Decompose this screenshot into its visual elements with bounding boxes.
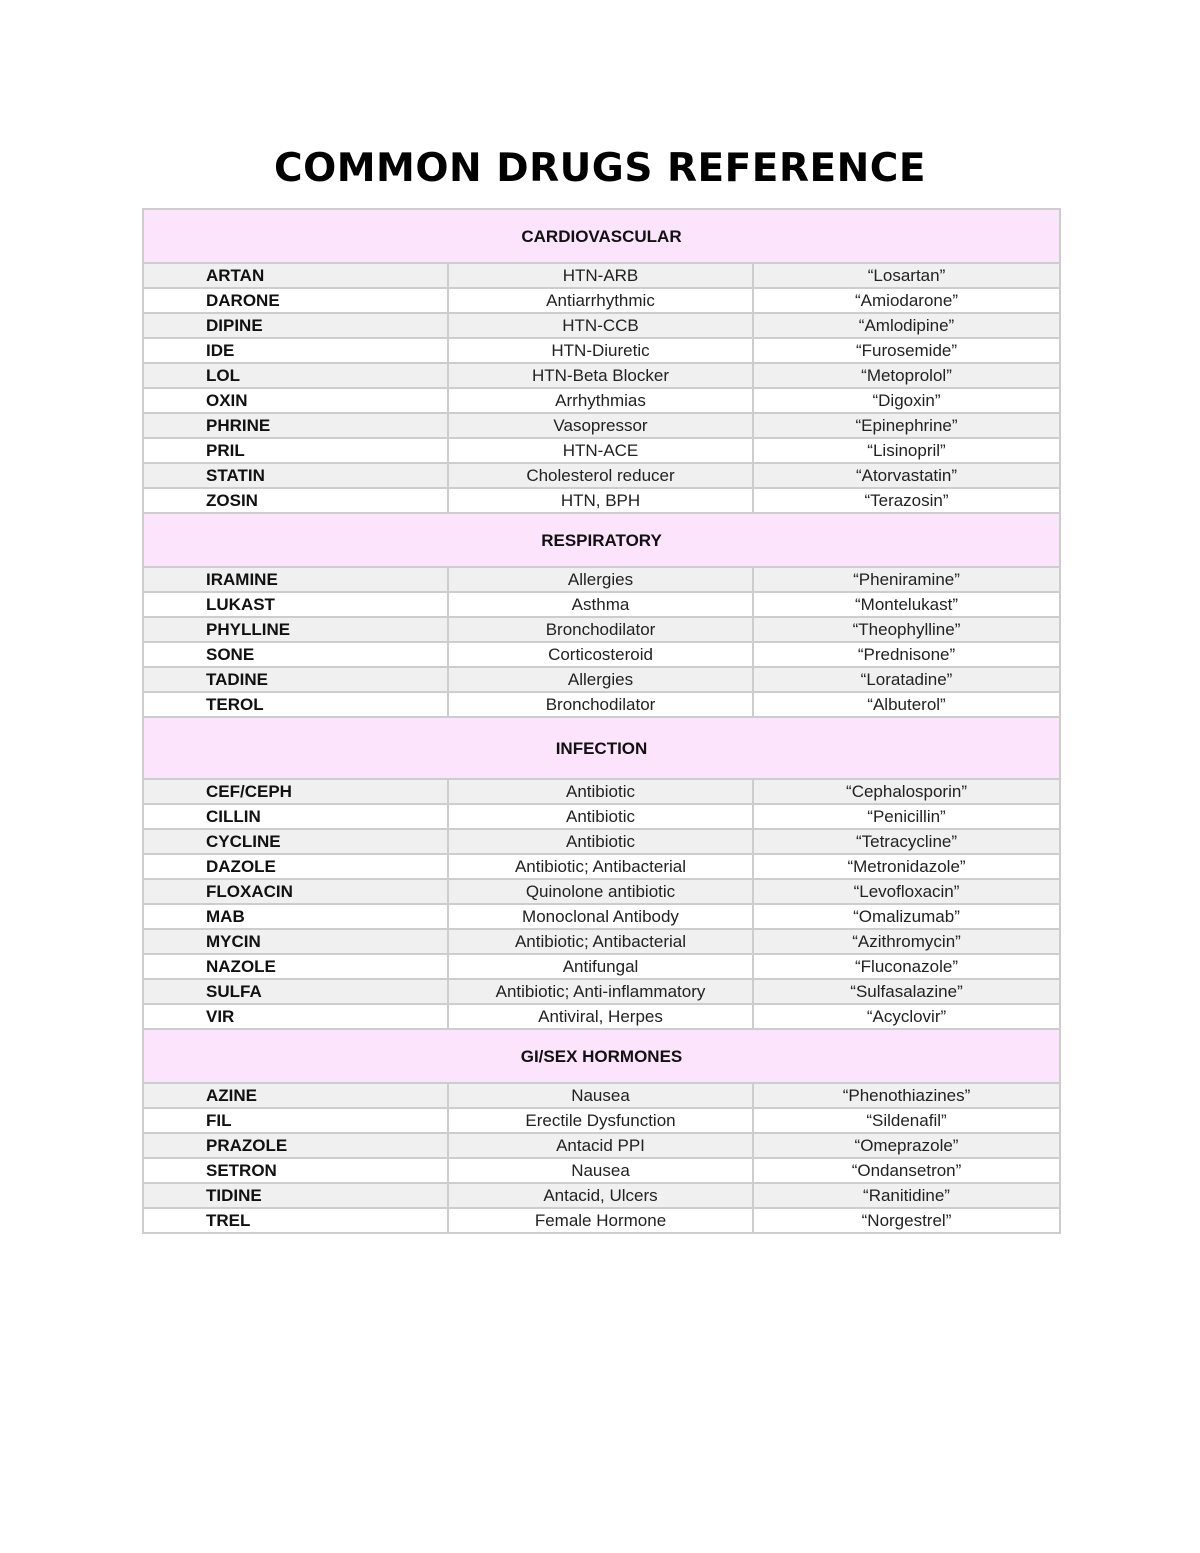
table-row [143, 413, 1060, 438]
use-cell: Antacid PPI [448, 1133, 753, 1158]
use-cell: Antibiotic; Antibacterial [448, 929, 753, 954]
drugs-table [142, 208, 1061, 1234]
suffix-cell: FIL [143, 1108, 448, 1133]
example-cell: “Loratadine” [753, 667, 1060, 692]
table-row [143, 692, 1060, 717]
example-cell: “Pheniramine” [753, 567, 1060, 592]
table-row [143, 1004, 1060, 1029]
use-cell: Antibiotic [448, 779, 753, 804]
table-row [143, 388, 1060, 413]
use-cell: Allergies [448, 667, 753, 692]
suffix-cell: PHYLLINE [143, 617, 448, 642]
use-cell: Cholesterol reducer [448, 463, 753, 488]
use-cell: HTN-ACE [448, 438, 753, 463]
example-cell: “Albuterol” [753, 692, 1060, 717]
use-cell: Arrhythmias [448, 388, 753, 413]
table-row [143, 488, 1060, 513]
use-cell: HTN-Beta Blocker [448, 363, 753, 388]
section-header [143, 209, 1060, 263]
suffix-cell: DIPINE [143, 313, 448, 338]
suffix-cell: IDE [143, 338, 448, 363]
example-cell: “Sildenafil” [753, 1108, 1060, 1133]
suffix-cell: CILLIN [143, 804, 448, 829]
example-cell: “Metoprolol” [753, 363, 1060, 388]
table-row [143, 904, 1060, 929]
section-title: GI/SEX HORMONES [143, 1029, 1060, 1083]
suffix-cell: MYCIN [143, 929, 448, 954]
example-cell: “Theophylline” [753, 617, 1060, 642]
example-cell: “Atorvastatin” [753, 463, 1060, 488]
suffix-cell: NAZOLE [143, 954, 448, 979]
suffix-cell: SULFA [143, 979, 448, 1004]
table-row [143, 263, 1060, 288]
suffix-cell: TIDINE [143, 1183, 448, 1208]
use-cell: Bronchodilator [448, 617, 753, 642]
suffix-cell: LUKAST [143, 592, 448, 617]
section-title: CARDIOVASCULAR [143, 209, 1060, 263]
use-cell: HTN-CCB [448, 313, 753, 338]
section-title: INFECTION [143, 717, 1060, 779]
table-row [143, 463, 1060, 488]
example-cell: “Epinephrine” [753, 413, 1060, 438]
example-cell: “Metronidazole” [753, 854, 1060, 879]
suffix-cell: TADINE [143, 667, 448, 692]
section-header [143, 717, 1060, 779]
suffix-cell: CEF/CEPH [143, 779, 448, 804]
example-cell: “Acyclovir” [753, 1004, 1060, 1029]
suffix-cell: TREL [143, 1208, 448, 1233]
use-cell: HTN-Diuretic [448, 338, 753, 363]
use-cell: Female Hormone [448, 1208, 753, 1233]
section-header [143, 1029, 1060, 1083]
drugs-table-body [143, 209, 1060, 1233]
table-row [143, 642, 1060, 667]
table-row [143, 1158, 1060, 1183]
table-row [143, 567, 1060, 592]
table-row [143, 288, 1060, 313]
suffix-cell: LOL [143, 363, 448, 388]
table-row [143, 1108, 1060, 1133]
suffix-cell: AZINE [143, 1083, 448, 1108]
example-cell: “Levofloxacin” [753, 879, 1060, 904]
use-cell: Quinolone antibiotic [448, 879, 753, 904]
use-cell: Nausea [448, 1083, 753, 1108]
table-row [143, 313, 1060, 338]
use-cell: Antacid, Ulcers [448, 1183, 753, 1208]
suffix-cell: ZOSIN [143, 488, 448, 513]
section-title: RESPIRATORY [143, 513, 1060, 567]
example-cell: “Lisinopril” [753, 438, 1060, 463]
table-row [143, 804, 1060, 829]
example-cell: “Cephalosporin” [753, 779, 1060, 804]
suffix-cell: ARTAN [143, 263, 448, 288]
table-row [143, 338, 1060, 363]
suffix-cell: FLOXACIN [143, 879, 448, 904]
example-cell: “Terazosin” [753, 488, 1060, 513]
use-cell: Vasopressor [448, 413, 753, 438]
suffix-cell: MAB [143, 904, 448, 929]
example-cell: “Omalizumab” [753, 904, 1060, 929]
table-row [143, 979, 1060, 1004]
example-cell: “Azithromycin” [753, 929, 1060, 954]
table-row [143, 363, 1060, 388]
use-cell: HTN-ARB [448, 263, 753, 288]
page-title: COMMON DRUGS REFERENCE [273, 146, 927, 191]
table-row [143, 779, 1060, 804]
table-row [143, 1083, 1060, 1108]
use-cell: Asthma [448, 592, 753, 617]
suffix-cell: TEROL [143, 692, 448, 717]
example-cell: “Amiodarone” [753, 288, 1060, 313]
example-cell: “Losartan” [753, 263, 1060, 288]
example-cell: “Omeprazole” [753, 1133, 1060, 1158]
use-cell: Antibiotic [448, 829, 753, 854]
example-cell: “Sulfasalazine” [753, 979, 1060, 1004]
example-cell: “Penicillin” [753, 804, 1060, 829]
table-row [143, 617, 1060, 642]
example-cell: “Norgestrel” [753, 1208, 1060, 1233]
use-cell: Erectile Dysfunction [448, 1108, 753, 1133]
example-cell: “Fluconazole” [753, 954, 1060, 979]
section-header [143, 513, 1060, 567]
table-row [143, 829, 1060, 854]
suffix-cell: OXIN [143, 388, 448, 413]
use-cell: HTN, BPH [448, 488, 753, 513]
use-cell: Antibiotic; Antibacterial [448, 854, 753, 879]
use-cell: Bronchodilator [448, 692, 753, 717]
use-cell: Monoclonal Antibody [448, 904, 753, 929]
use-cell: Antibiotic [448, 804, 753, 829]
table-row [143, 854, 1060, 879]
example-cell: “Phenothiazines” [753, 1083, 1060, 1108]
use-cell: Antiarrhythmic [448, 288, 753, 313]
suffix-cell: DAZOLE [143, 854, 448, 879]
table-row [143, 1183, 1060, 1208]
suffix-cell: IRAMINE [143, 567, 448, 592]
table-row [143, 592, 1060, 617]
example-cell: “Amlodipine” [753, 313, 1060, 338]
suffix-cell: DARONE [143, 288, 448, 313]
suffix-cell: SETRON [143, 1158, 448, 1183]
example-cell: “Montelukast” [753, 592, 1060, 617]
suffix-cell: CYCLINE [143, 829, 448, 854]
suffix-cell: PRIL [143, 438, 448, 463]
suffix-cell: SONE [143, 642, 448, 667]
suffix-cell: PRAZOLE [143, 1133, 448, 1158]
example-cell: “Ondansetron” [753, 1158, 1060, 1183]
use-cell: Antibiotic; Anti-inflammatory [448, 979, 753, 1004]
table-row [143, 929, 1060, 954]
suffix-cell: PHRINE [143, 413, 448, 438]
example-cell: “Digoxin” [753, 388, 1060, 413]
example-cell: “Prednisone” [753, 642, 1060, 667]
use-cell: Corticosteroid [448, 642, 753, 667]
use-cell: Antiviral, Herpes [448, 1004, 753, 1029]
suffix-cell: VIR [143, 1004, 448, 1029]
suffix-cell: STATIN [143, 463, 448, 488]
example-cell: “Furosemide” [753, 338, 1060, 363]
table-row [143, 667, 1060, 692]
use-cell: Allergies [448, 567, 753, 592]
table-row [143, 1133, 1060, 1158]
table-row [143, 438, 1060, 463]
example-cell: “Ranitidine” [753, 1183, 1060, 1208]
table-row [143, 954, 1060, 979]
use-cell: Antifungal [448, 954, 753, 979]
table-row [143, 1208, 1060, 1233]
table-row [143, 879, 1060, 904]
use-cell: Nausea [448, 1158, 753, 1183]
example-cell: “Tetracycline” [753, 829, 1060, 854]
